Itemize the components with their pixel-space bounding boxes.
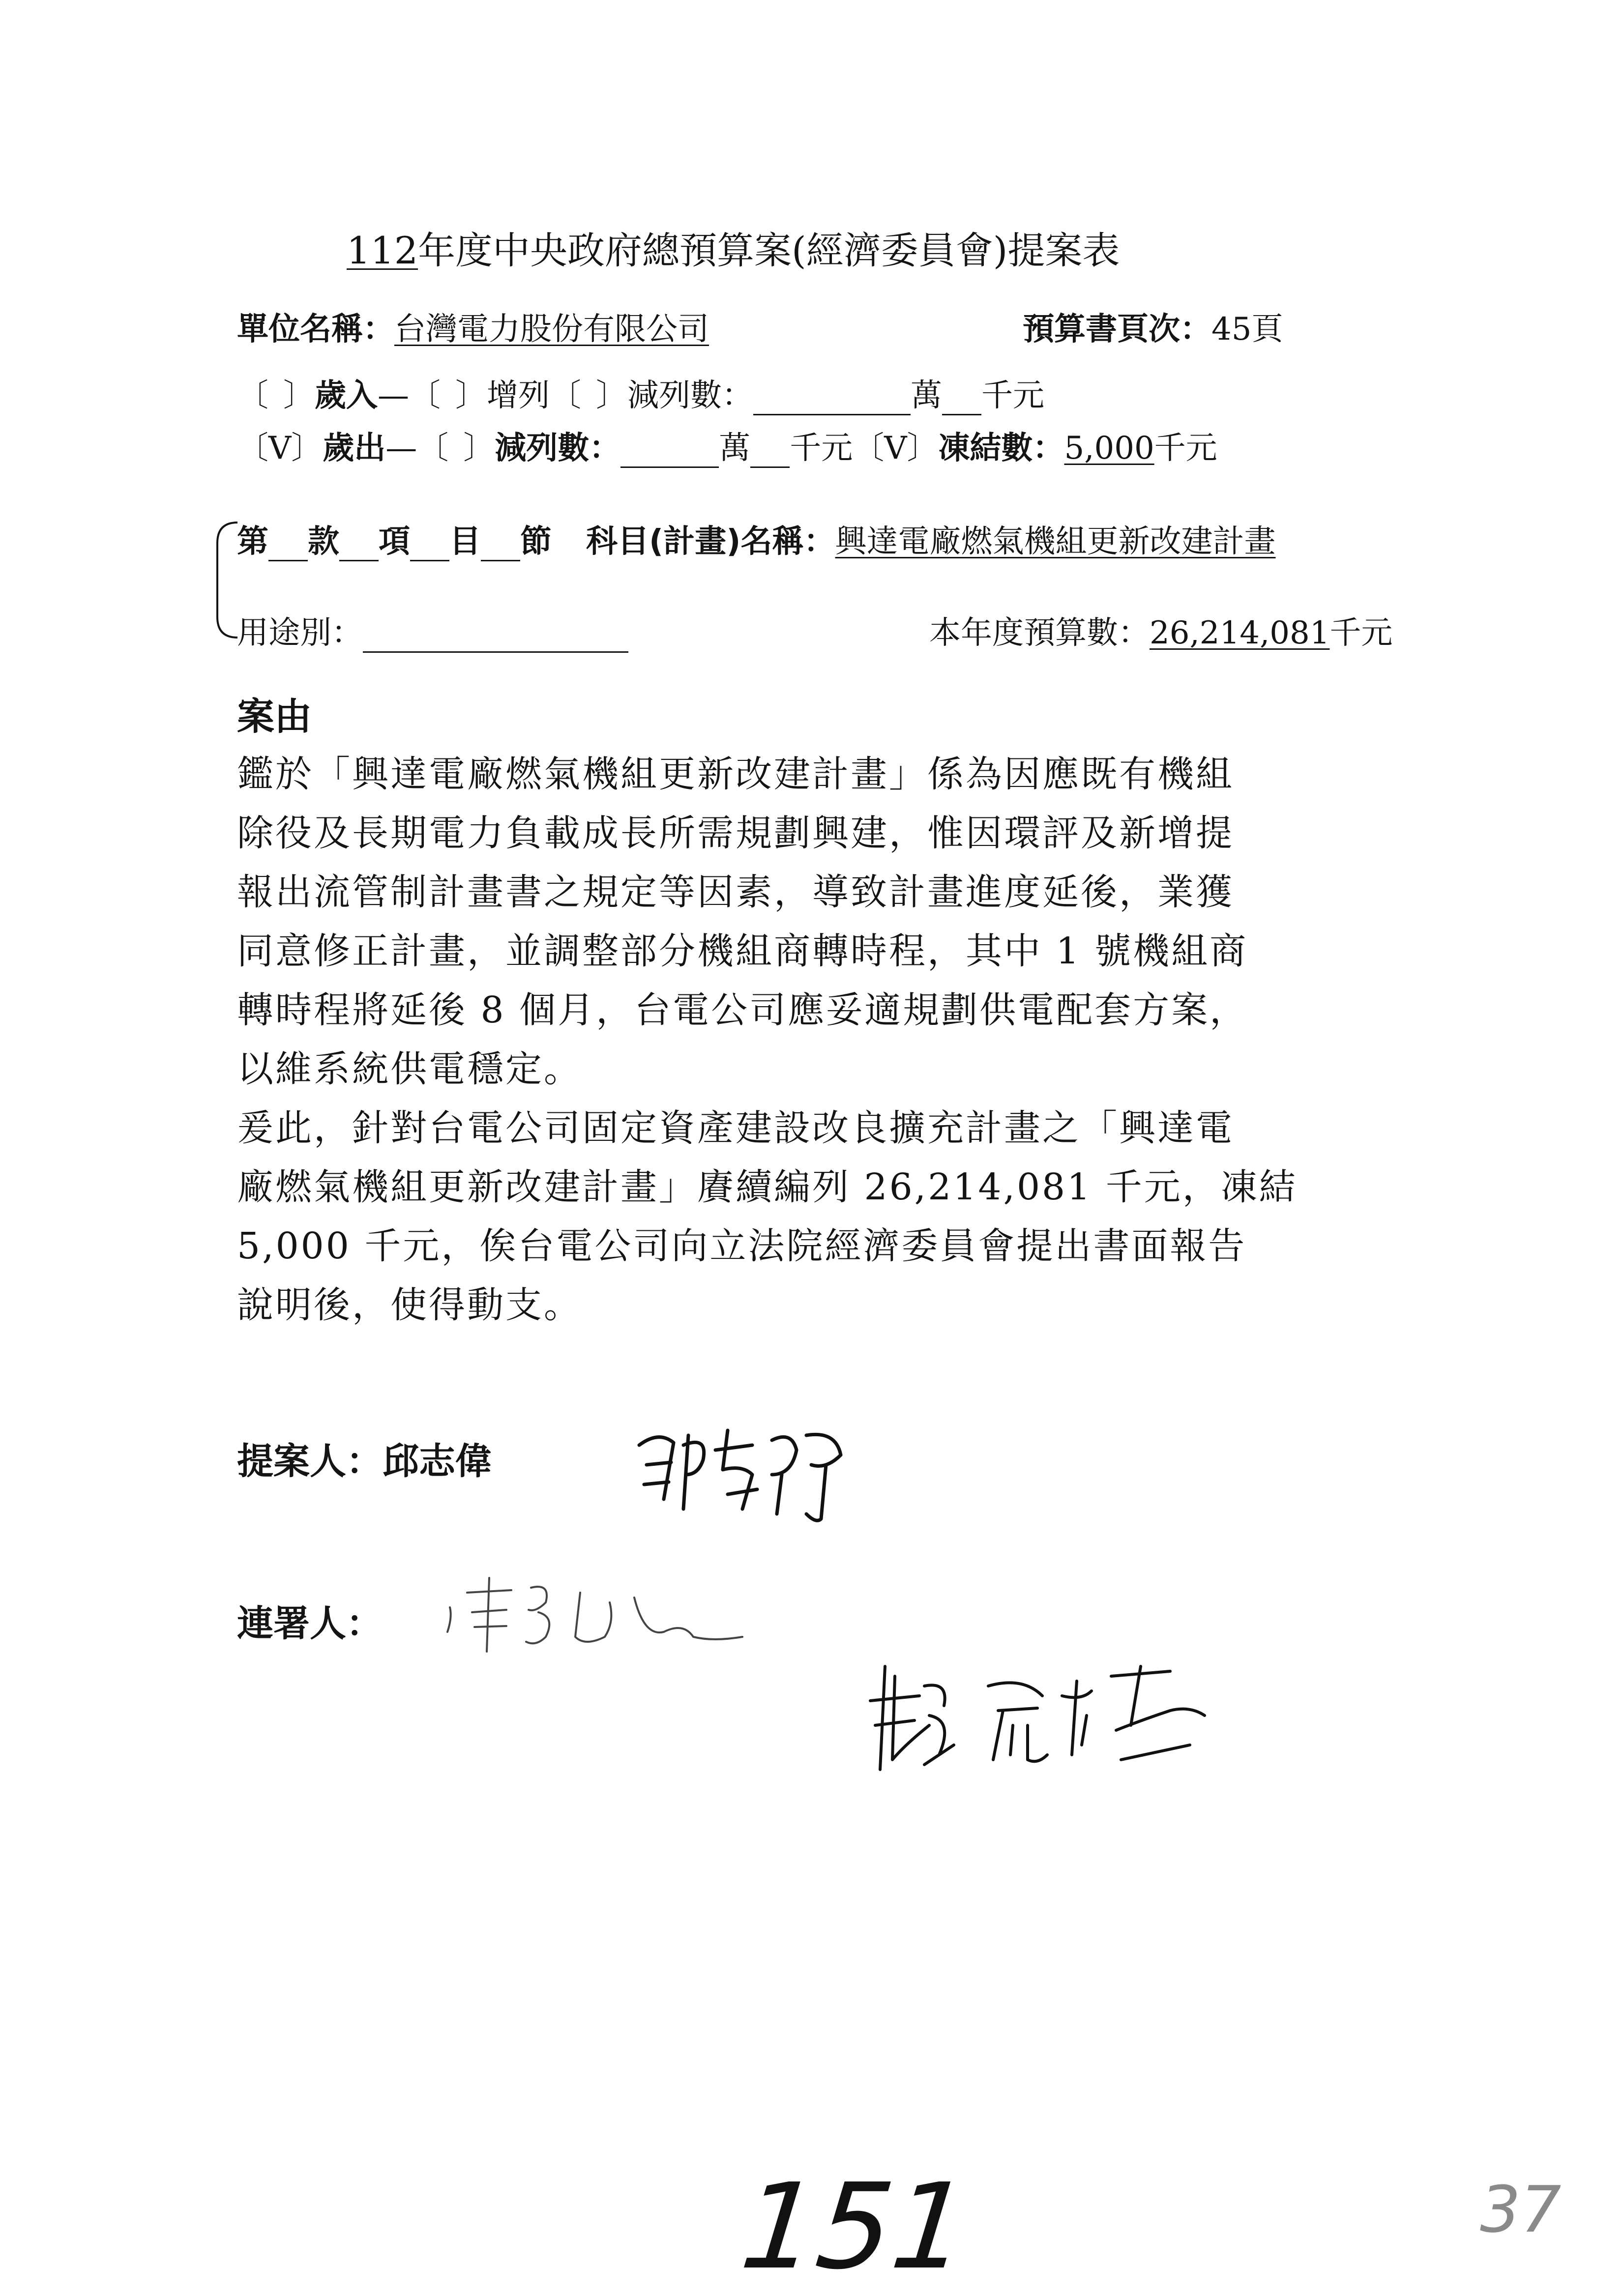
reason-line: 除役及長期電力負載成長所需規劃興建，惟因環評及新增提	[237, 812, 1234, 854]
frozen-label: 凍結數：	[938, 430, 1064, 466]
revenue-qian: 千元	[981, 378, 1044, 414]
kuan-blank	[268, 532, 308, 561]
page-ref-row	[1023, 310, 1283, 349]
budget-unit: 千元	[1329, 615, 1393, 651]
reason-line: 廠燃氣機組更新改建計畫」賡續編列 26,214,081 千元，凍結	[237, 1166, 1298, 1208]
budget-label: 本年度預算數：	[929, 615, 1150, 651]
cosigner-label: 連署人：	[237, 1602, 383, 1645]
proposer-signature	[629, 1416, 865, 1524]
revenue-dash: —	[378, 378, 409, 414]
expense-wan: 萬	[719, 430, 751, 466]
expense-check-mark: V	[268, 430, 292, 466]
unit-label: 單位名稱：	[237, 311, 394, 348]
revenue-decrease-label: 減列數：	[627, 378, 753, 414]
increase-label: 增列	[487, 378, 550, 414]
revenue-qian-blank	[942, 386, 981, 415]
reason-line: 5,000 千元，俟台電公司向立法院經濟委員會提出書面報告	[237, 1225, 1247, 1267]
page-number-handwritten: 151	[735, 2158, 975, 2296]
reason-line: 同意修正計畫，並調整部分機組商轉時程，其中 1 號機組商	[237, 930, 1248, 972]
frozen-check-close: 〕	[907, 430, 939, 466]
revenue-wan: 萬	[911, 378, 942, 414]
frozen-unit: 千元	[1154, 430, 1217, 466]
frozen-check-mark: V	[884, 430, 907, 466]
document-title	[347, 227, 1120, 274]
xiang-blank	[339, 532, 379, 561]
use-row	[237, 613, 628, 653]
reason-heading: 案由	[237, 695, 312, 738]
expense-label: 歲出	[323, 430, 386, 466]
title-year: 112	[347, 229, 418, 272]
expense-row	[237, 429, 1217, 468]
revenue-label: 歲入	[315, 378, 378, 414]
reason-line: 以維系統供電穩定。	[237, 1048, 582, 1090]
subject-name-label: 科目(計畫)名稱：	[586, 523, 835, 560]
budget-value: 26,214,081	[1150, 615, 1330, 651]
subject-bracket	[210, 519, 240, 641]
reason-line: 報出流管制計畫書之規定等因素，導致計畫進度延後，業獲	[237, 871, 1234, 913]
proposer-label: 提案人：	[237, 1440, 383, 1482]
subject-row	[237, 522, 1276, 561]
use-label: 用途別：	[237, 615, 363, 651]
expense-decrease-box-close: 〕	[463, 430, 495, 466]
expense-qian: 千元	[790, 430, 853, 466]
unit-row	[237, 310, 709, 349]
decrease-box-open: 〔	[550, 378, 581, 414]
budget-row	[929, 613, 1392, 653]
unit-value: 台灣電力股份有限公司	[394, 311, 709, 348]
corner-number-handwritten: 37	[1480, 2172, 1562, 2247]
revenue-wan-blank	[753, 386, 911, 415]
increase-box-close: 〕	[455, 378, 487, 414]
cosigner-signature-2	[865, 1647, 1210, 1784]
subject-xiang: 項	[379, 523, 410, 560]
revenue-row	[237, 376, 1044, 415]
frozen-value: 5,000	[1064, 430, 1154, 466]
page-ref-value: 45頁	[1211, 311, 1283, 348]
expense-dash: —	[385, 430, 417, 466]
expense-qian-blank	[750, 439, 790, 468]
subject-name-value: 興達電廠燃氣機組更新改建計畫	[835, 523, 1276, 560]
revenue-box-close: 〕	[283, 378, 315, 414]
jie-blank	[481, 532, 520, 561]
increase-box-open: 〔	[409, 378, 441, 414]
frozen-check-open: 〔	[853, 430, 885, 466]
expense-decrease-label: 減列數：	[495, 430, 621, 466]
subject-kuan: 款	[308, 523, 339, 560]
use-blank	[363, 624, 628, 653]
proposer-row	[237, 1438, 492, 1485]
proposer-name: 邱志偉	[383, 1440, 492, 1482]
page-ref-label: 預算書頁次：	[1023, 311, 1211, 348]
title-text: 年度中央政府總預算案(經濟委員會)提案表	[418, 229, 1120, 272]
decrease-box-close: 〕	[596, 378, 627, 414]
reason-line: 爰此，針對台電公司固定資產建設改良擴充計畫之「興達電	[237, 1107, 1234, 1149]
expense-check-close: 〕	[291, 430, 323, 466]
expense-check-open: 〔	[237, 430, 268, 466]
subject-mu: 目	[449, 523, 481, 560]
reason-line: 鑑於「興達電廠燃氣機組更新改建計畫」係為因應既有機組	[237, 753, 1234, 795]
revenue-box-open: 〔	[237, 378, 268, 414]
expense-decrease-box-open: 〔	[417, 430, 449, 466]
mu-blank	[410, 532, 449, 561]
reason-line: 轉時程將延後 8 個月，台電公司應妥適規劃供電配套方案，	[237, 989, 1248, 1031]
expense-wan-blank	[620, 439, 719, 468]
subject-di: 第	[237, 523, 268, 560]
cosigner-signature-1	[438, 1563, 752, 1661]
reason-line: 說明後，使得動支。	[237, 1284, 582, 1326]
subject-jie: 節	[520, 523, 552, 560]
